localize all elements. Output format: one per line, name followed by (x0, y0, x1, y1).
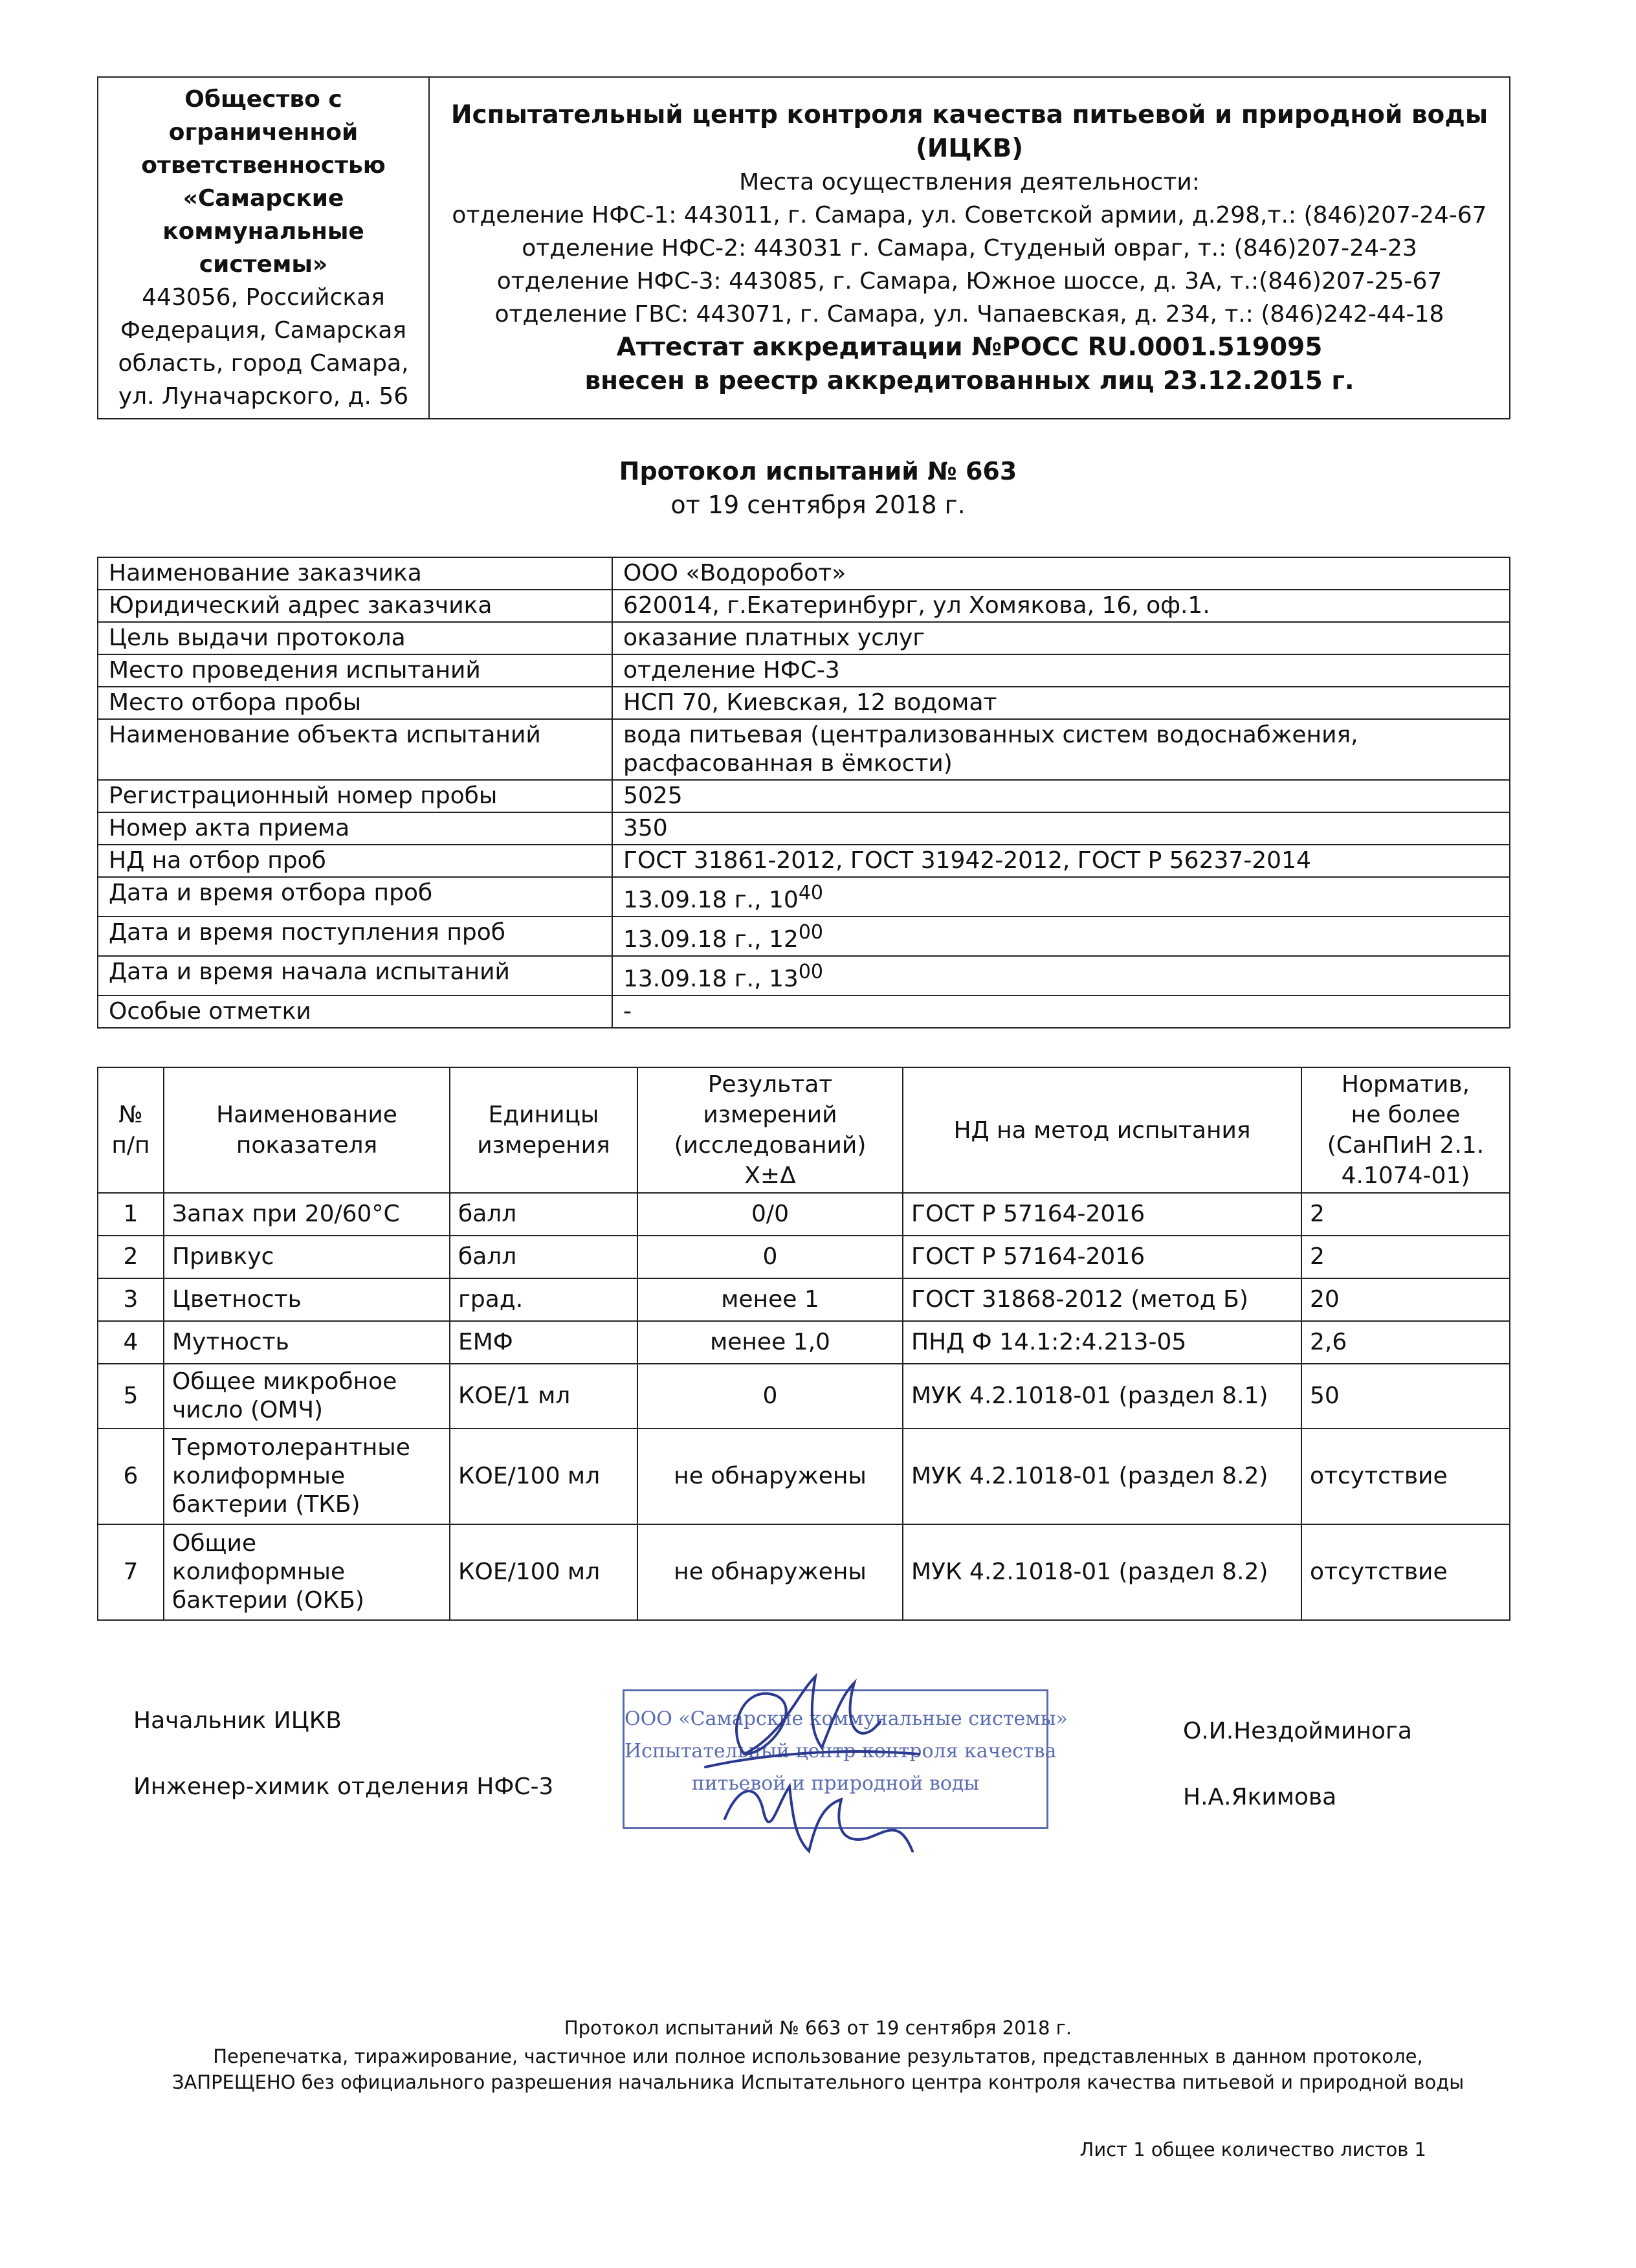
row-num: 3 (98, 1278, 164, 1321)
header-text: Х±Δ (744, 1162, 796, 1189)
info-value: ООО «Водоробот» (612, 557, 1510, 590)
info-key: Наименование объекта испытаний (98, 719, 612, 780)
header-text: № (118, 1102, 143, 1128)
org-address-line: 443056, Российская (142, 284, 385, 311)
datetime-text: 13.09.18 г., 13 (623, 966, 799, 992)
info-row (98, 877, 1510, 917)
info-key: Дата и время поступления проб (98, 917, 612, 956)
result-row (98, 1429, 1510, 1524)
info-row (98, 622, 1510, 654)
row-result: 0 (637, 1236, 903, 1278)
row-unit: балл (450, 1236, 637, 1278)
row-num: 4 (98, 1321, 164, 1364)
info-value: 620014, г.Екатеринбург, ул Хомякова, 16, оф.1. (612, 590, 1510, 622)
head-signature-stroke (736, 1676, 880, 1754)
results-table (97, 1067, 1510, 1621)
header-result (637, 1067, 903, 1193)
row-unit: КОЕ/100 мл (450, 1429, 637, 1524)
header-text: Единицы (488, 1102, 599, 1128)
info-value (612, 956, 1510, 995)
org-name-line: «Самарские (182, 185, 344, 212)
row-result: менее 1 (637, 1278, 903, 1321)
info-key: Номер акта приема (98, 812, 612, 845)
info-row (98, 956, 1510, 995)
row-unit: КОЕ/100 мл (450, 1524, 637, 1620)
row-name-line: колиформные (172, 1559, 346, 1585)
head-name: О.И.Нездойминога (1183, 1718, 1412, 1744)
header-name (164, 1067, 450, 1193)
info-key: Место проведения испытаний (98, 654, 612, 687)
row-method: МУК 4.2.1018-01 (раздел 8.1) (903, 1364, 1301, 1429)
footer-prohibition: ЗАПРЕЩЕНО без официального разрешения начальника Испытательного центра контроля качества питьевой и природной воды (171, 2071, 1465, 2093)
info-key: Регистрационный номер пробы (98, 780, 612, 812)
header-text: Наименование (216, 1102, 397, 1128)
row-name: Цветность (164, 1278, 450, 1321)
row-name: Запах при 20/60°С (164, 1193, 450, 1236)
datetime-minutes: 00 (798, 921, 823, 944)
info-value: ГОСТ 31861-2012, ГОСТ 31942-2012, ГОСТ Р 56237-2014 (612, 845, 1510, 877)
header-text: 4.1074-01) (1341, 1162, 1470, 1189)
info-row (98, 917, 1510, 956)
row-unit: КОЕ/1 мл (450, 1364, 637, 1429)
info-key: НД на отбор проб (98, 845, 612, 877)
row-name-line: число (ОМЧ) (172, 1397, 324, 1423)
head-signature-underline (705, 1751, 919, 1767)
lab-sites-label: Места осуществления деятельности: (739, 168, 1200, 195)
row-name-line: бактерии (ОКБ) (172, 1587, 364, 1614)
row-name-line: колиформные (172, 1463, 346, 1489)
row-name (164, 1524, 450, 1620)
protocol-title: Протокол испытаний № 663 (619, 457, 1017, 485)
info-row (98, 845, 1510, 877)
row-name-line: Общее микробное (172, 1368, 397, 1395)
lab-title: Испытательный центр контроля качества питьевой и природной воды (450, 100, 1488, 129)
head-title: Начальник ИЦКВ (133, 1707, 342, 1734)
header-text: измерения (477, 1132, 610, 1159)
row-unit: ЕМФ (450, 1321, 637, 1364)
row-result: 0 (637, 1364, 903, 1429)
header-text: Норматив, (1341, 1071, 1470, 1098)
row-result: не обнаружены (637, 1524, 903, 1620)
row-result: не обнаружены (637, 1429, 903, 1524)
info-key: Дата и время начала испытаний (98, 956, 612, 995)
organization-cell (98, 77, 429, 419)
row-name-line: бактерии (ТКБ) (172, 1491, 360, 1518)
row-norm: 2,6 (1301, 1321, 1510, 1364)
signature-scribbles (647, 1657, 984, 1871)
protocol-title-block (0, 454, 1636, 522)
engineer-title: Инженер-химик отделения НФС-3 (133, 1773, 554, 1800)
laboratory-cell (429, 77, 1510, 419)
row-name: Мутность (164, 1321, 450, 1364)
header-table (97, 76, 1510, 419)
row-num: 2 (98, 1236, 164, 1278)
row-name-line: Термотолерантные (172, 1434, 410, 1461)
row-name (164, 1429, 450, 1524)
engineer-name: Н.А.Якимова (1183, 1784, 1337, 1810)
header-method: НД на метод испытания (903, 1067, 1301, 1193)
row-num: 5 (98, 1364, 164, 1429)
sample-info-table (97, 557, 1510, 1028)
info-value (612, 877, 1510, 917)
info-key: Особые отметки (98, 995, 612, 1028)
accreditation-line: Аттестат аккредитации №РОСС RU.0001.519095 (616, 332, 1323, 362)
info-value: 350 (612, 812, 1510, 845)
org-name-line: ответственностью (141, 152, 386, 179)
datetime-minutes: 00 (798, 961, 823, 983)
info-key: Наименование заказчика (98, 557, 612, 590)
info-row (98, 812, 1510, 845)
row-norm: 2 (1301, 1236, 1510, 1278)
result-row (98, 1364, 1510, 1429)
header-text: Результат (707, 1071, 833, 1098)
stamp-line: питьевой и природной воды (691, 1772, 980, 1795)
row-method: ПНД Ф 14.1:2:4.213-05 (903, 1321, 1301, 1364)
info-value: НСП 70, Киевская, 12 водомат (612, 687, 1510, 719)
row-norm: 50 (1301, 1364, 1510, 1429)
result-row (98, 1193, 1510, 1236)
row-num: 1 (98, 1193, 164, 1236)
row-name: Привкус (164, 1236, 450, 1278)
info-row (98, 590, 1510, 622)
info-value: - (612, 995, 1510, 1028)
header-norm (1301, 1067, 1510, 1193)
org-name-line: коммунальные (162, 218, 364, 245)
stamp-line: ООО «Самарские коммунальные системы» (625, 1707, 1068, 1730)
stamp-line: Испытательный центр контроля качества (625, 1740, 1057, 1762)
result-row (98, 1236, 1510, 1278)
row-unit: град. (450, 1278, 637, 1321)
row-name-line: Общие (172, 1530, 256, 1557)
row-method: ГОСТ 31868-2012 (метод Б) (903, 1278, 1301, 1321)
datetime-text: 13.09.18 г., 12 (623, 926, 799, 953)
org-address-line: Федерация, Самарская (120, 317, 407, 344)
footer-protocol-ref: Протокол испытаний № 663 от 19 сентября 2018 г. (564, 2017, 1072, 2039)
info-key: Цель выдачи протокола (98, 622, 612, 654)
info-row (98, 687, 1510, 719)
info-row (98, 654, 1510, 687)
header-text: измерений (703, 1102, 837, 1128)
info-value (612, 719, 1510, 780)
lab-site-line: отделение НФС-1: 443011, г. Самара, ул. Советской армии, д.298,т.: (846)207-24-67 (452, 201, 1487, 228)
info-key: Место отбора пробы (98, 687, 612, 719)
row-method: ГОСТ Р 57164-2016 (903, 1236, 1301, 1278)
row-norm: отсутствие (1301, 1429, 1510, 1524)
row-norm: 20 (1301, 1278, 1510, 1321)
info-value (612, 917, 1510, 956)
info-key: Дата и время отбора проб (98, 877, 612, 917)
lab-site-line: отделение НФС-2: 443031 г. Самара, Студеный овраг, т.: (846)207-24-23 (522, 234, 1417, 261)
lab-site-line: отделение НФС-3: 443085, г. Самара, Южное шоссе, д. 3А, т.:(846)207-25-67 (496, 267, 1443, 295)
row-num: 6 (98, 1429, 164, 1524)
org-name-line: Общество с (184, 86, 342, 113)
row-num: 7 (98, 1524, 164, 1620)
result-row (98, 1524, 1510, 1620)
results-header-row (98, 1067, 1510, 1193)
datetime-text: 13.09.18 г., 10 (623, 887, 799, 913)
row-method: ГОСТ Р 57164-2016 (903, 1193, 1301, 1236)
info-value-line: вода питьевая (централизованных систем водоснабжения, (623, 722, 1358, 748)
info-row (98, 719, 1510, 780)
row-result: 0/0 (637, 1193, 903, 1236)
org-address-line: ул. Луначарского, д. 56 (118, 383, 409, 410)
result-row (98, 1278, 1510, 1321)
org-name-line: ограниченной (168, 119, 359, 146)
row-method: МУК 4.2.1018-01 (раздел 8.2) (903, 1429, 1301, 1524)
header-num (98, 1067, 164, 1193)
accreditation-line: внесен в реестр аккредитованных лиц 23.12.2015 г. (584, 366, 1354, 395)
info-row (98, 995, 1510, 1028)
footer-notice: Перепечатка, тиражирование, частичное или полное использование результатов, представленных в данном протоколе, (213, 2045, 1423, 2067)
row-norm: 2 (1301, 1193, 1510, 1236)
header-text: (СанПиН 2.1. (1327, 1132, 1485, 1159)
org-name-line: системы» (199, 251, 328, 278)
info-row (98, 780, 1510, 812)
row-method: МУК 4.2.1018-01 (раздел 8.2) (903, 1524, 1301, 1620)
protocol-date: от 19 сентября 2018 г. (670, 491, 966, 519)
header-unit (450, 1067, 637, 1193)
info-key: Юридический адрес заказчика (98, 590, 612, 622)
info-value: оказание платных услуг (612, 622, 1510, 654)
row-name (164, 1364, 450, 1429)
header-text: не более (1351, 1102, 1461, 1128)
lab-site-line: отделение ГВС: 443071, г. Самара, ул. Чапаевская, д. 234, т.: (846)242-44-18 (494, 300, 1444, 328)
header-text: п/п (111, 1132, 150, 1159)
info-value: 5025 (612, 780, 1510, 812)
engineer-signature-stroke (725, 1786, 912, 1851)
row-norm: отсутствие (1301, 1524, 1510, 1620)
header-text: показателя (236, 1132, 378, 1159)
header-text: (исследований) (674, 1132, 867, 1159)
info-row (98, 557, 1510, 590)
info-value: отделение НФС-3 (612, 654, 1510, 687)
row-unit: балл (450, 1193, 637, 1236)
org-address-line: область, город Самара, (118, 350, 409, 377)
page-counter: Лист 1 общее количество листов 1 (1079, 2139, 1426, 2161)
row-result: менее 1,0 (637, 1321, 903, 1364)
datetime-minutes: 40 (798, 882, 823, 904)
info-value-line: расфасованная в ёмкости) (623, 750, 953, 777)
lab-abbreviation: (ИЦКВ) (915, 133, 1024, 163)
result-row (98, 1321, 1510, 1364)
